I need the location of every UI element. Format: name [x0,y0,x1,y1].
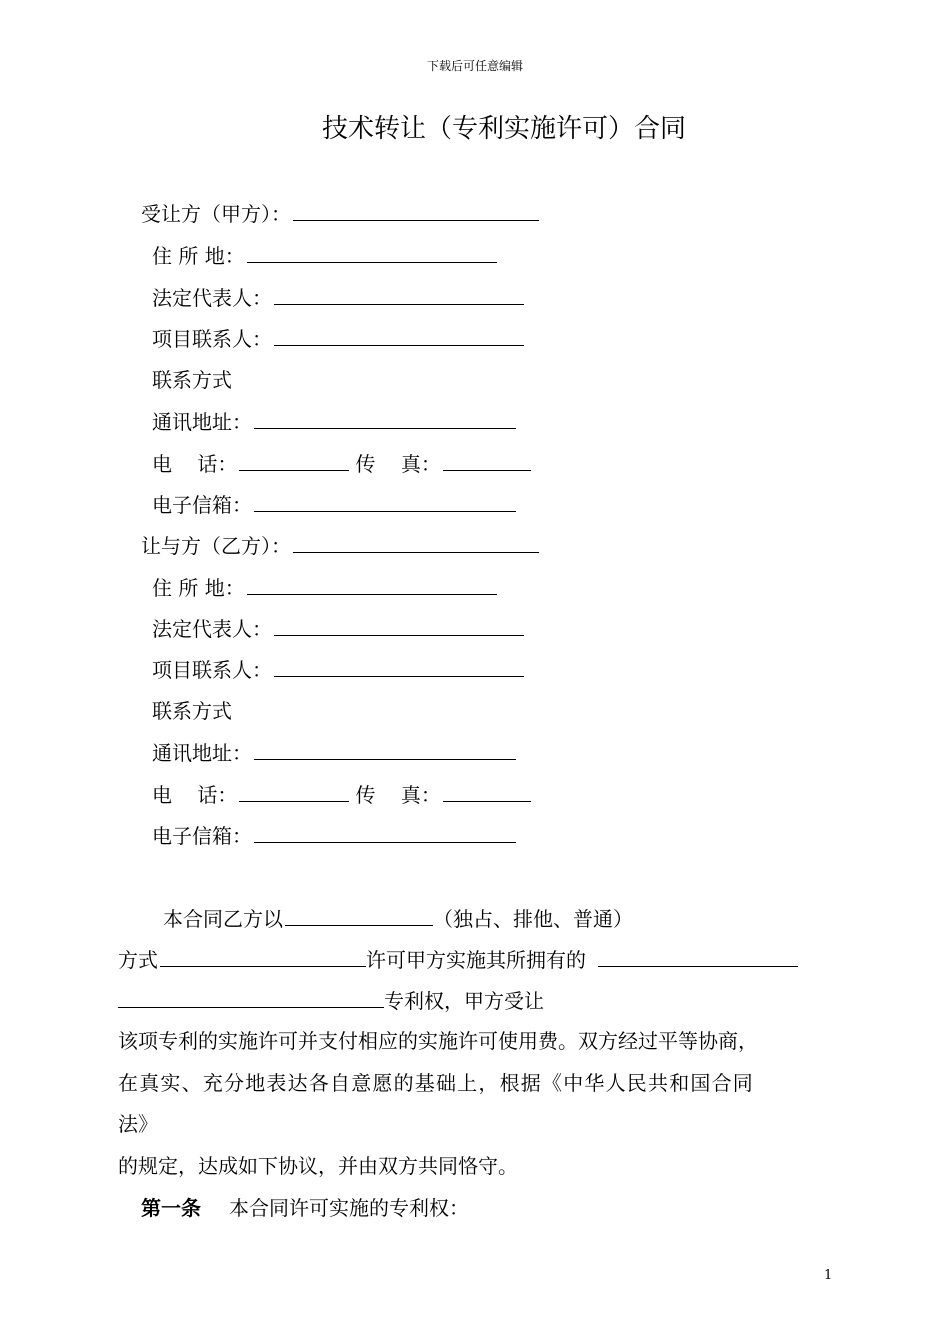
party-a-phone-blank[interactable] [239,448,349,471]
body-line-2 [118,944,798,975]
party-a-legal-rep-row [152,282,524,313]
party-a-row [141,198,539,229]
document-title: 技术转让（专利实施许可）合同 [322,114,687,144]
party-a-fax-label: 传 真： [355,452,441,476]
party-a-email-blank[interactable] [254,489,516,512]
party-a-label: 受让方（甲方）： [141,202,291,226]
party-a-address-blank[interactable] [247,240,497,263]
party-a-phone-label: 电 话： [152,452,238,476]
party-b-phone-fax-row [152,779,531,810]
body-line-7: 的规定，达成如下协议，并由双方共同恪守。 [118,1154,518,1178]
party-b-label: 让与方（乙方）： [141,534,291,558]
party-b-legal-rep-label: 法定代表人： [152,617,272,641]
party-a-email-label: 电子信箱： [152,493,252,517]
party-b-legal-rep-blank[interactable] [274,613,524,636]
party-a-legal-rep-label: 法定代表人： [152,286,272,310]
party-a-address-row [152,240,497,271]
party-b-email-label: 电子信箱： [152,824,252,848]
party-b-email-row [152,820,516,851]
body-p2-mid: 许可甲方实施其所拥有的 [366,948,586,972]
party-b-name-blank[interactable] [293,530,539,553]
party-b-address-blank[interactable] [247,572,497,595]
body-line-5: 在真实、充分地表达各自意愿的基础上，根据《中华人民共和国合同 [118,1071,754,1095]
party-b-contact-person-row [152,654,524,685]
body-p1-start: 本合同乙方以 [163,907,283,931]
party-b-fax-label: 传 真： [355,783,441,807]
article-1-text: 本合同许可实施的专利权： [229,1196,469,1220]
party-b-legal-rep-row [152,613,524,644]
party-b-phone-label: 电 话： [152,783,238,807]
body-line-3 [118,985,544,1016]
party-b-address-label: 住 所 地： [152,576,245,600]
party-a-mail-address-blank[interactable] [254,406,516,429]
header-note: 下载后可任意编辑 [426,59,523,73]
party-b-contact-person-blank[interactable] [274,654,524,677]
article-1-row [141,1193,469,1223]
party-a-address-label: 住 所 地： [152,244,245,268]
party-b-mail-address-row [152,737,516,768]
party-a-contact-person-row [152,323,524,354]
body-p3-end: 专利权，甲方受让 [384,989,544,1013]
party-b-mail-address-blank[interactable] [254,737,516,760]
party-a-email-row [152,489,516,520]
party-a-mail-address-row [152,406,516,437]
party-a-contact-person-label: 项目联系人： [152,327,272,351]
party-a-legal-rep-blank[interactable] [274,282,524,305]
party-a-contact-person-blank[interactable] [274,323,524,346]
license-method-blank[interactable] [160,944,366,967]
patent-name-blank-2[interactable] [118,985,384,1008]
party-b-contact-method: 联系方式 [152,699,232,723]
party-b-phone-blank[interactable] [239,779,349,802]
patent-name-blank-1[interactable] [598,944,798,967]
body-line-6: 法》 [118,1112,158,1136]
party-a-fax-blank[interactable] [443,448,531,471]
body-line-4: 该项专利的实施许可并支付相应的实施许可使用费。双方经过平等协商， [118,1029,758,1053]
body-line-1 [163,903,633,934]
party-b-fax-blank[interactable] [443,779,531,802]
party-a-name-blank[interactable] [293,198,539,221]
party-b-email-blank[interactable] [254,820,516,843]
body-p1-options: （独占、排他、普通） [433,907,633,931]
party-b-contact-person-label: 项目联系人： [152,658,272,682]
party-a-contact-method: 联系方式 [152,368,232,392]
party-a-phone-fax-row [152,448,531,479]
page-number: 1 [824,1268,833,1283]
party-a-mail-address-label: 通讯地址： [152,410,252,434]
party-b-address-row [152,572,497,603]
license-type-blank[interactable] [285,903,433,926]
party-b-row [141,530,539,561]
article-1-number: 第一条 [141,1196,201,1220]
party-b-mail-address-label: 通讯地址： [152,741,252,765]
body-p2-start: 方式 [118,948,158,972]
